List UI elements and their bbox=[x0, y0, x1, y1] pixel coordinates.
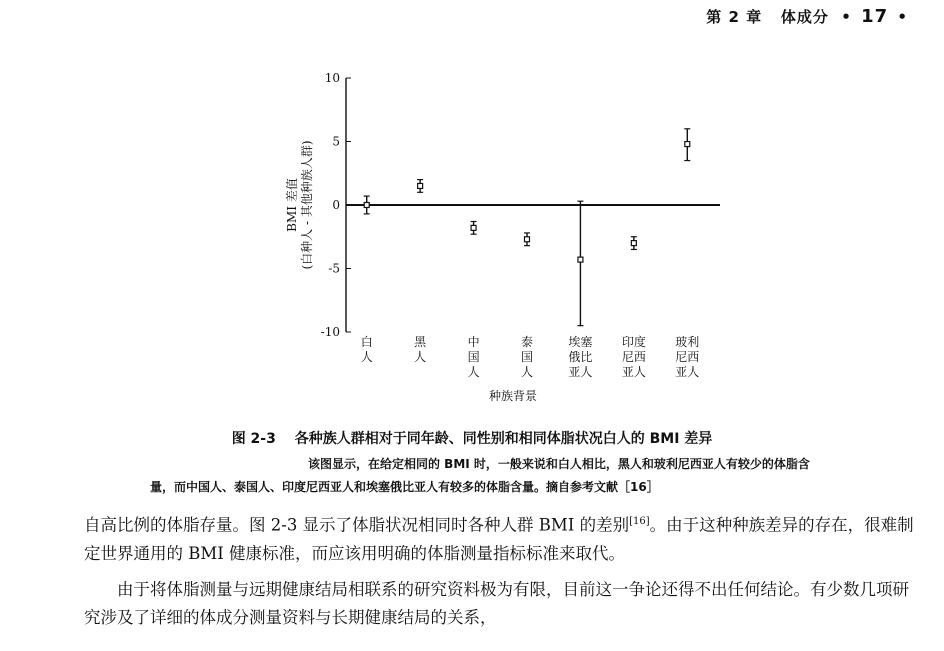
x-tick-label: 印度 bbox=[621, 335, 646, 349]
x-tick-label: 亚人 bbox=[568, 365, 593, 379]
data-point bbox=[631, 241, 636, 246]
body-text bbox=[84, 508, 916, 632]
x-tick-label: 玻利 bbox=[675, 335, 700, 349]
data-point bbox=[364, 203, 369, 208]
x-tick-label: 黑 bbox=[414, 335, 427, 349]
x-tick-label: 人 bbox=[520, 365, 534, 379]
x-tick-label: 尼西 bbox=[675, 350, 700, 364]
x-tick-label: 国 bbox=[520, 350, 534, 364]
x-tick-label: 中 bbox=[467, 335, 480, 349]
chapter-label: 第 2 章 bbox=[706, 8, 763, 26]
x-tick-label: 埃塞 bbox=[568, 335, 593, 349]
x-tick-label: 国 bbox=[467, 350, 480, 364]
y-axis-label: BMI 差值 bbox=[285, 178, 299, 232]
y-tick-label: 5 bbox=[332, 134, 340, 149]
x-tick-label: 俄比 bbox=[568, 350, 593, 364]
page-number: 17 bbox=[861, 6, 889, 27]
x-tick-label: 人 bbox=[414, 350, 427, 364]
figure-number: 图 2-3 bbox=[231, 431, 276, 447]
x-tick-label: 泰 bbox=[520, 335, 534, 349]
x-tick-label: 人 bbox=[467, 365, 480, 379]
data-point bbox=[418, 183, 423, 188]
bmi-chart bbox=[270, 60, 740, 410]
paragraph-1: 自高比例的体脂存量。图 2-3 显示了体脂状况相同时各种人群 BMI 的差别[16]。由于这种种族差异的存在，很难制定世界通用的 BMI 健康标准，而应该用明确的体脂测量指标标准来取代。 bbox=[84, 515, 914, 563]
x-axis-label: 种族背景 bbox=[488, 389, 538, 403]
x-tick-label: 亚人 bbox=[621, 365, 646, 379]
figure-caption-body bbox=[150, 453, 840, 499]
x-tick-label: 尼西 bbox=[621, 350, 646, 364]
y-tick-label: -5 bbox=[328, 261, 340, 276]
paragraph-2: 由于将体脂测量与远期健康结局相联系的研究资料极为有限，目前这一争论还得不出任何结论。有少数几项研究涉及了详细的体成分测量资料与长期健康结局的关系， bbox=[84, 579, 909, 627]
caption-line-2: 量，而中国人、泰国人、印度尼西亚人和埃塞俄比亚人有较多的体脂含量。摘自参考文献［16］ bbox=[150, 480, 659, 494]
x-tick-label: 亚人 bbox=[675, 365, 700, 379]
y-axis-label-sub: (白种人 - 其他种族人群) bbox=[300, 140, 314, 270]
data-point bbox=[685, 142, 690, 147]
citation-ref: [16] bbox=[629, 516, 650, 527]
figure-caption-title bbox=[0, 428, 944, 448]
data-point bbox=[525, 237, 530, 242]
chart-svg bbox=[270, 60, 740, 410]
page-header: 第 2 章 体成分 • 17 • bbox=[706, 6, 908, 27]
y-tick-label: 10 bbox=[324, 71, 340, 85]
y-tick-label: 0 bbox=[332, 198, 340, 212]
data-point bbox=[471, 225, 476, 230]
caption-line-1: 该图显示，在给定相同的 BMI 时，一般来说和白人相比，黑人和玻利尼西亚人有较少的体脂含 bbox=[308, 457, 810, 471]
section-label: 体成分 bbox=[780, 8, 829, 26]
x-tick-label: 白 bbox=[360, 335, 373, 349]
y-tick-label: -10 bbox=[320, 325, 340, 339]
x-tick-label: 人 bbox=[360, 350, 373, 364]
data-point bbox=[578, 257, 583, 262]
figure-title: 各种族人群相对于同年龄、同性别和相同体脂状况白人的 BMI 差异 bbox=[294, 431, 713, 447]
